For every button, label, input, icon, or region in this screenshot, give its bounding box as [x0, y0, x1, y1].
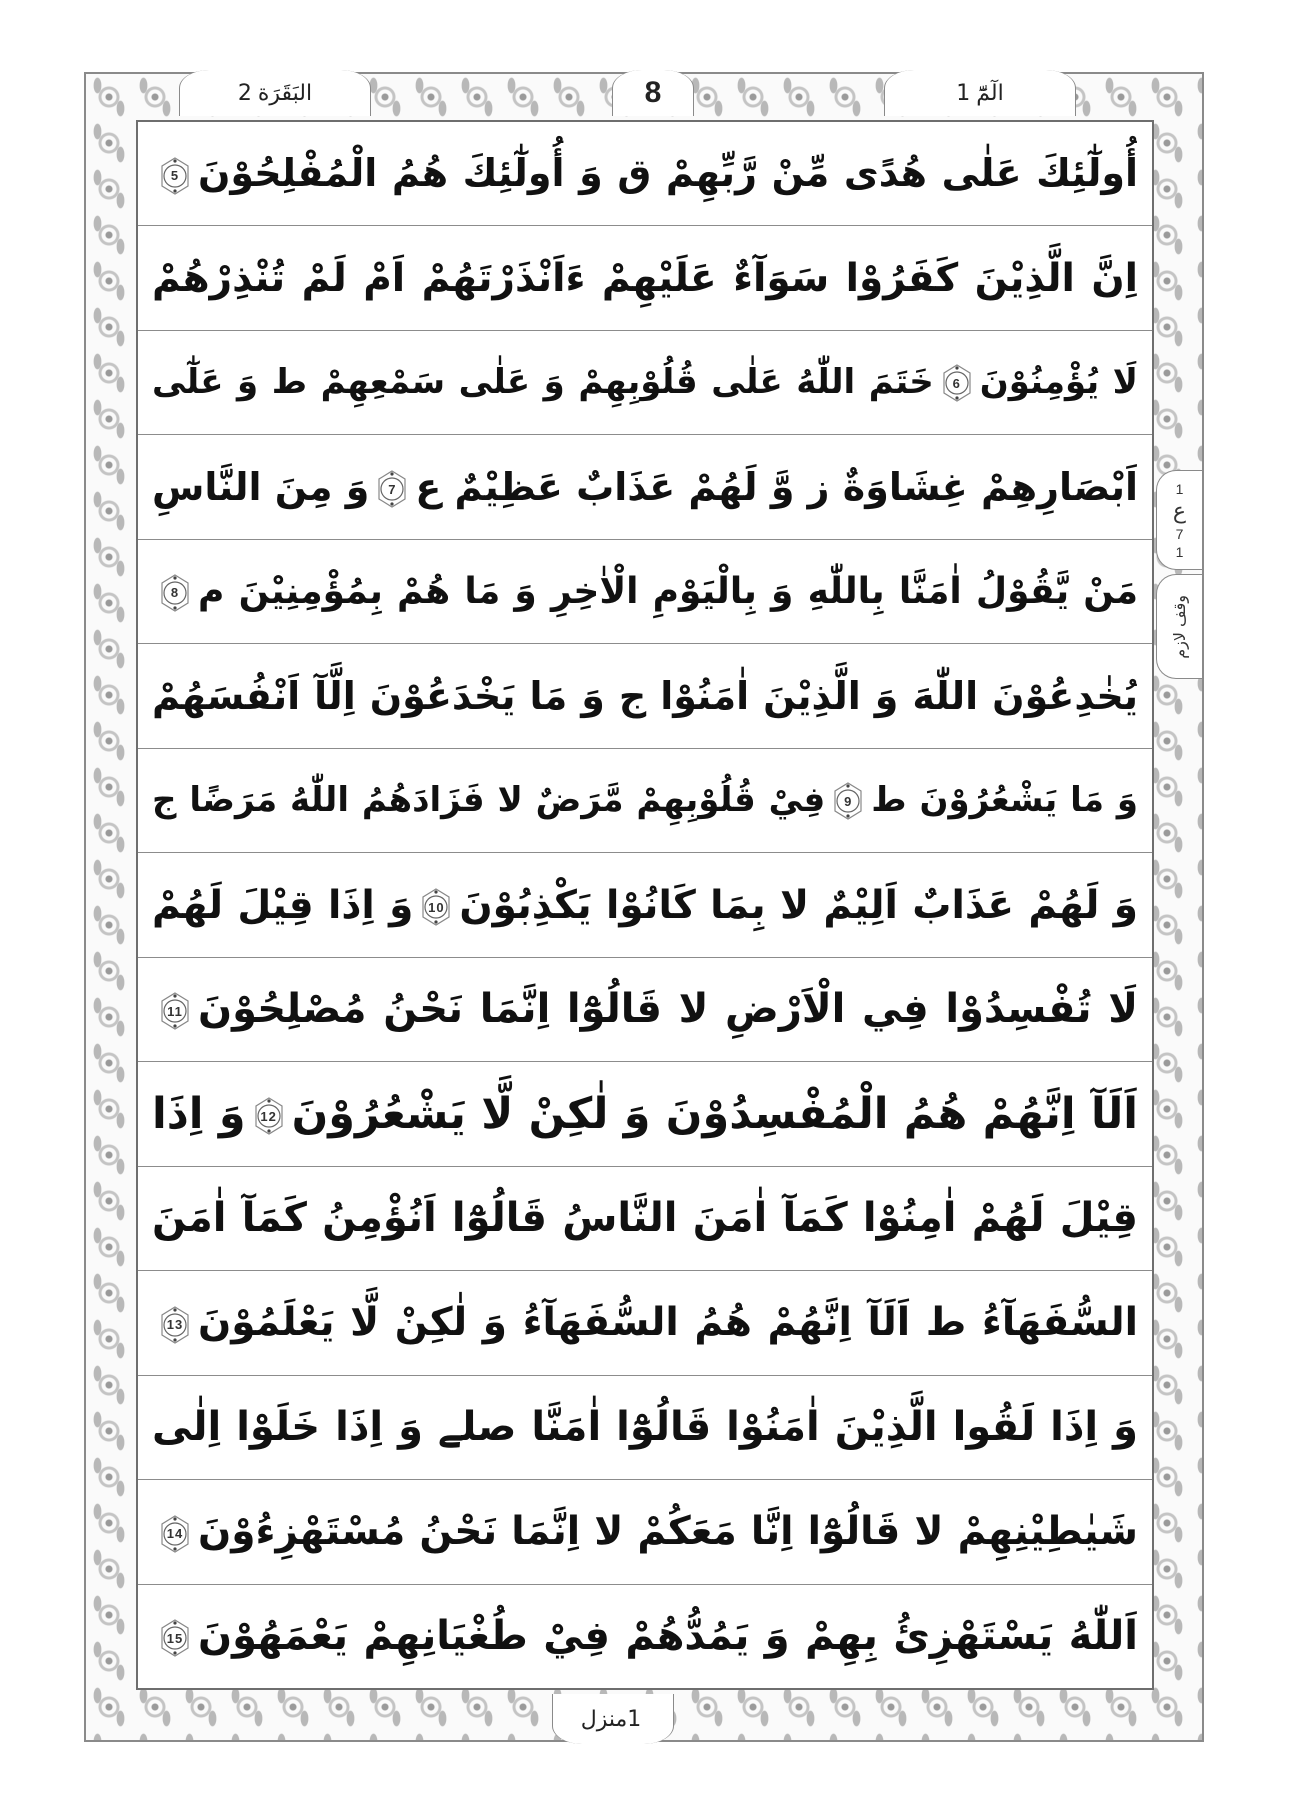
verse-line — [138, 1480, 1152, 1584]
verse-text — [152, 1300, 1138, 1345]
verse-text — [152, 465, 1138, 510]
verse-line — [138, 226, 1152, 330]
verse-segment: وَ اِذَا — [152, 1088, 246, 1139]
verse-segment: لَا تُفْسِدُوْا فِي الْاَرْضِ لا قَالُوْٓا اِنَّمَا نَحْنُ مُصْلِحُوْنَ — [198, 986, 1138, 1033]
verse-line — [138, 749, 1152, 853]
mushaf-page — [84, 72, 1204, 1742]
text-frame — [136, 120, 1154, 1690]
verse-line — [138, 853, 1152, 957]
verse-text — [152, 986, 1138, 1032]
verse-segment: اِنَّ الَّذِيْنَ كَفَرُوْا سَوَآءٌ عَلَيْهِمْ ءَاَنْذَرْتَهُمْ اَمْ لَمْ تُنْذِرْهُمْ — [152, 255, 1138, 301]
verse-text — [152, 883, 1138, 928]
waqf-lazim-marker — [1156, 574, 1202, 679]
verse-text — [152, 1195, 1138, 1241]
ayah-number-marker — [158, 156, 192, 196]
waqf-lazim-text: وقف لازم — [1170, 594, 1189, 659]
verse-text — [152, 571, 1138, 613]
verse-segment: وَ مَا يَشْعُرُوْنَ ط — [871, 779, 1138, 820]
ayah-number-marker — [419, 887, 453, 927]
page-number-tab — [612, 70, 694, 116]
verse-segment: اَللّٰهُ يَسْتَهْزِئُ بِهِمْ وَ يَمُدُّهُمْ فِيْ طُغْيَانِهِمْ يَعْمَهُوْنَ — [198, 1613, 1138, 1660]
ruku-symbol: ع — [1172, 498, 1187, 524]
ayah-number: 5 — [170, 168, 180, 184]
ruku-bottom-number: 1 — [1175, 543, 1184, 560]
verse-text — [152, 151, 1138, 196]
verse-segment: اَبْصَارِهِمْ غِشَاوَةٌ ز وَّ لَهُمْ عَذَابٌ عَظِيْمٌ ع — [415, 464, 1139, 509]
surah-number: 2 — [237, 80, 252, 106]
surah-name: البَقَرَة — [257, 80, 313, 106]
verse-line — [138, 331, 1152, 435]
verse-segment: أُولٰٓئِكَ عَلٰى هُدًى مِّنْ رَّبِّهِمْ ق وَ أُولٰٓئِكَ هُمُ الْمُفْلِحُوْنَ — [198, 151, 1138, 196]
verse-segment: خَتَمَ اللّٰهُ عَلٰى قُلُوْبِهِمْ وَ عَلٰى سَمْعِهِمْ ط وَ عَلٰٓى — [152, 361, 934, 402]
ayah-number-marker — [831, 781, 865, 821]
ayah-number: 9 — [844, 793, 853, 809]
ayah-number: 12 — [260, 1108, 277, 1124]
verse-text — [152, 780, 1138, 822]
verse-segment: شَيٰطِيْنِهِمْ لا قَالُوْٓا اِنَّا مَعَكُمْ لا اِنَّمَا نَحْنُ مُسْتَهْزِءُوْنَ — [198, 1509, 1138, 1555]
verse-segment: اَلَآ اِنَّهُمْ هُمُ الْمُفْسِدُوْنَ وَ لٰكِنْ لَّا يَشْعُرُوْنَ — [291, 1088, 1138, 1139]
verse-text — [152, 1404, 1138, 1450]
verse-line — [138, 1271, 1152, 1375]
verse-line — [138, 435, 1152, 539]
verse-segment: لَا يُؤْمِنُوْنَ — [979, 361, 1138, 402]
verse-line — [138, 1376, 1152, 1480]
ayah-number: 6 — [952, 375, 961, 391]
verse-line — [138, 1585, 1152, 1688]
verse-line — [138, 1167, 1152, 1271]
verse-segment: وَ اِذَا قِيْلَ لَهُمْ — [152, 882, 414, 928]
verse-line — [138, 644, 1152, 748]
ayah-number-marker — [940, 363, 974, 403]
manzil-footer-tab — [552, 1694, 674, 1744]
manzil-label: منزل — [580, 1706, 628, 1732]
verse-text — [152, 1613, 1138, 1659]
verse-segment: مَنْ يَّقُوْلُ اٰمَنَّا بِاللّٰهِ وَ بِالْيَوْمِ الْاٰخِرِ وَ مَا هُمْ بِمُؤْمِنِيْنَ م — [198, 570, 1138, 612]
verse-segment: وَ اِذَا لَقُوا الَّذِيْنَ اٰمَنُوْا قَالُوْٓا اٰمَنَّا صلے وَ اِذَا خَلَوْا اِلٰى — [152, 1404, 1138, 1451]
ruku-middle-number: 7 — [1175, 525, 1184, 542]
verse-segment: يُخٰدِعُوْنَ اللّٰهَ وَ الَّذِيْنَ اٰمَنُوْا ج وَ مَا يَخْدَعُوْنَ اِلَّآ اَنْفُسَهُمْ — [152, 674, 1138, 719]
verse-text — [152, 1509, 1138, 1554]
page-number: 8 — [644, 76, 662, 109]
verse-text — [152, 674, 1138, 718]
ruku-marker — [1156, 470, 1202, 570]
verse-segment: فِيْ قُلُوْبِهِمْ مَّرَضٌ لا فَزَادَهُمُ اللّٰهُ مَرَضًا ج — [152, 779, 826, 820]
juz-name: الٓمّٓ — [976, 80, 1004, 106]
ayah-number: 14 — [166, 1526, 184, 1542]
juz-number: 1 — [956, 80, 971, 106]
ayah-number: 7 — [388, 481, 397, 497]
verse-line — [138, 540, 1152, 644]
ayah-number: 10 — [428, 899, 445, 915]
ayah-number-marker — [158, 1618, 192, 1658]
verse-line — [138, 122, 1152, 226]
ayah-number-marker — [252, 1096, 286, 1136]
ayah-number: 15 — [166, 1630, 184, 1646]
verse-text — [152, 256, 1138, 301]
ayah-number-marker — [158, 1514, 192, 1554]
verse-line — [138, 1062, 1152, 1166]
ayah-number-marker — [158, 991, 192, 1031]
verse-segment: وَ مِنَ النَّاسِ — [152, 464, 370, 509]
ayah-number: 11 — [167, 1003, 183, 1019]
verse-segment: قِيْلَ لَهُمْ اٰمِنُوْا كَمَآ اٰمَنَ النَّاسُ قَالُوْٓا اَنُؤْمِنُ كَمَآ اٰمَنَ — [152, 1195, 1138, 1242]
ayah-number: 8 — [170, 585, 180, 601]
juz-header-tab — [884, 70, 1076, 116]
ruku-top-number: 1 — [1175, 480, 1184, 497]
surah-header-tab — [179, 70, 371, 116]
ayah-number-marker — [158, 1305, 192, 1345]
verse-line — [138, 958, 1152, 1062]
verse-text — [152, 1089, 1138, 1139]
verse-segment: السُّفَهَآءُ ط اَلَآ اِنَّهُمْ هُمُ السُّفَهَآءُ وَ لٰكِنْ لَّا يَعْلَمُوْنَ — [198, 1300, 1138, 1346]
ayah-number-marker — [375, 469, 409, 509]
ayah-number-marker — [158, 573, 192, 613]
verse-segment: وَ لَهُمْ عَذَابٌ اَلِيْمٌ لا بِمَا كَانُوْا يَكْذِبُوْنَ — [459, 882, 1138, 928]
ayah-number: 13 — [166, 1317, 184, 1333]
verse-lines — [138, 122, 1152, 1688]
verse-text — [152, 362, 1138, 404]
manzil-number: 1 — [627, 1706, 642, 1732]
